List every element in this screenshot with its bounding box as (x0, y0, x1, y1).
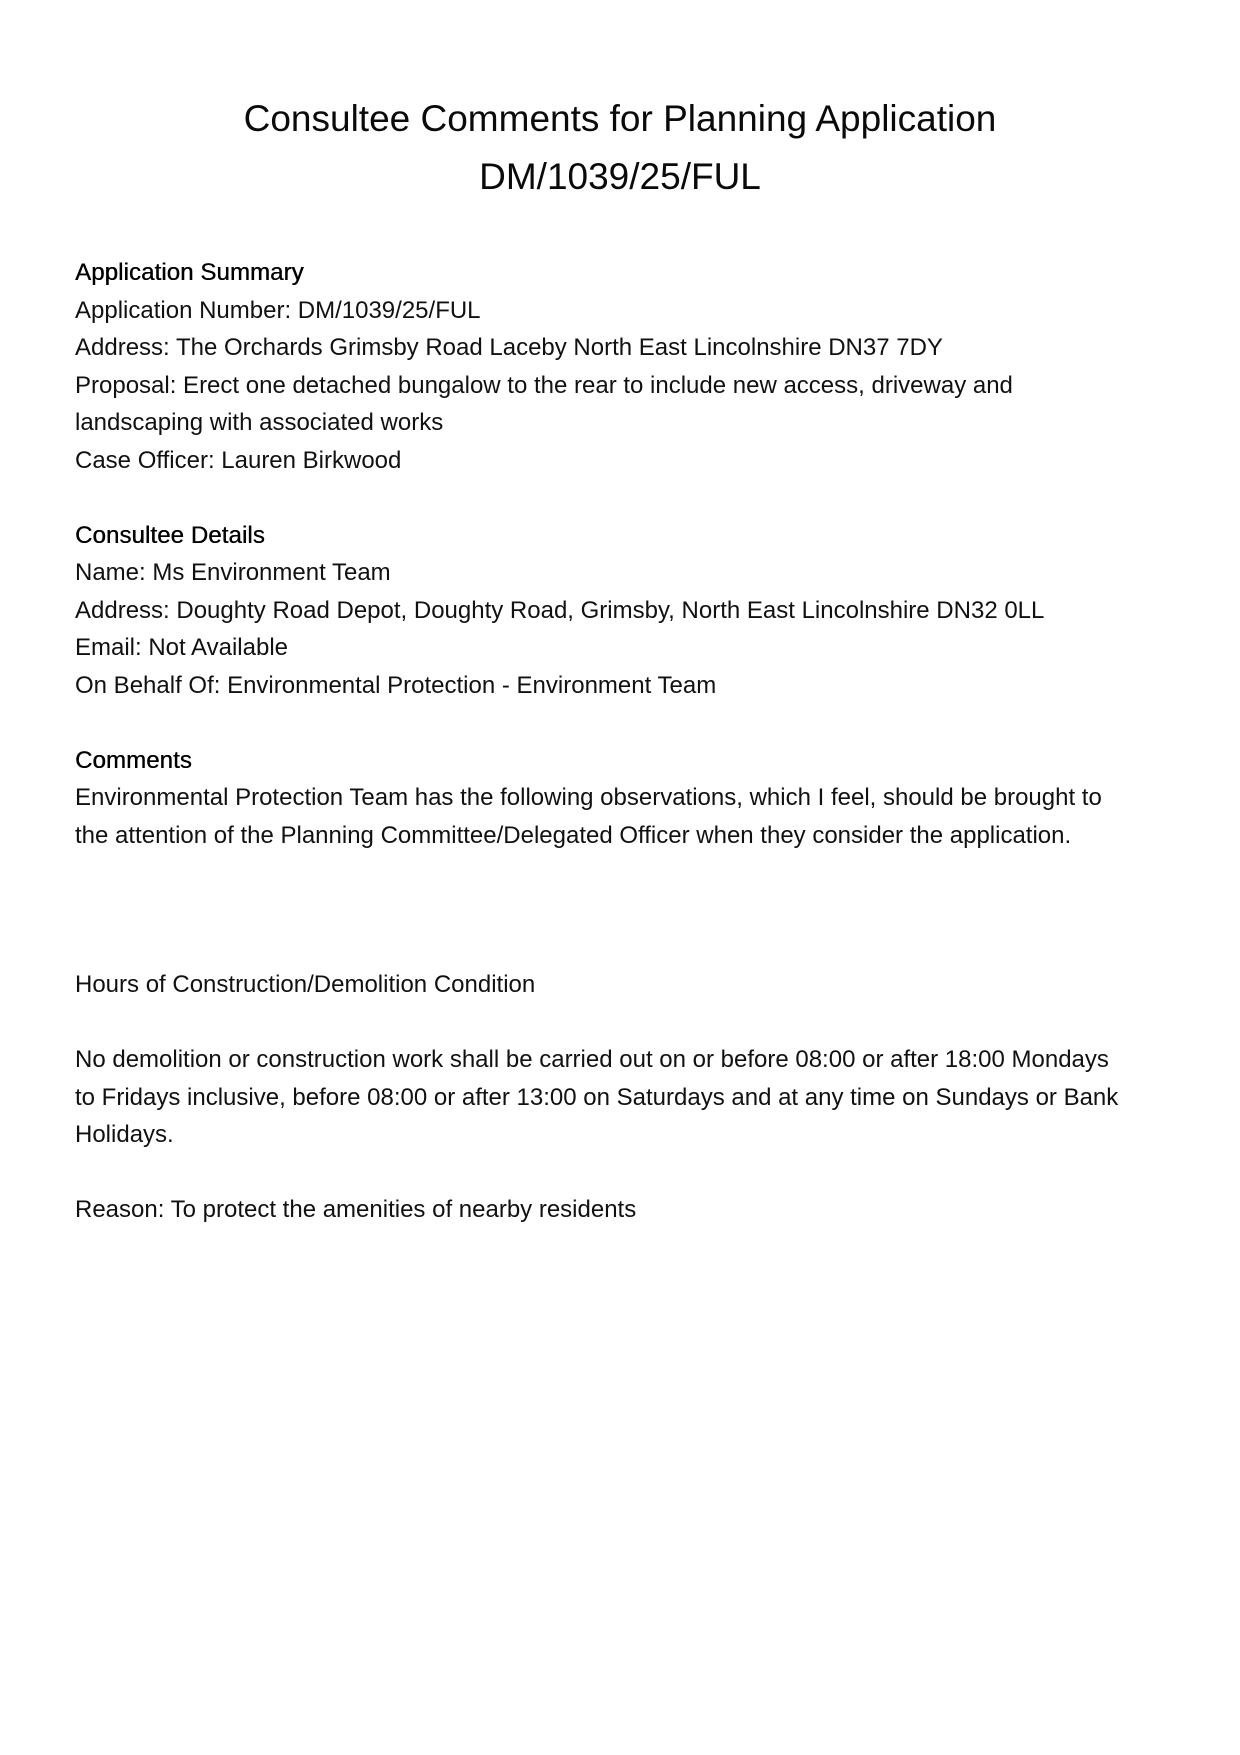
consultee-email: Email: Not Available (75, 634, 288, 661)
condition-line-2: to Fridays inclusive, before 08:00 or after 13:00 on Saturdays and at any time on Sundays or Bank (75, 1083, 1119, 1111)
application-number: Application Number: DM/1039/25/FUL (75, 296, 481, 324)
application-summary-section (75, 254, 1175, 479)
consultee-on-behalf-of: On Behalf Of: Environmental Protection - Environment Team (75, 671, 717, 699)
application-summary-heading: Application Summary (75, 259, 304, 286)
consultee-details-section (75, 517, 1175, 705)
section-spacer (75, 704, 1175, 742)
paragraph-spacer (75, 1154, 1175, 1192)
page-title-line-2: DM/1039/25/FUL (479, 156, 761, 197)
condition-line-1: No demolition or construction work shall be carried out on or before 08:00 or after 18:00 Mondays (75, 1046, 1109, 1073)
case-officer: Case Officer: Lauren Birkwood (75, 446, 402, 474)
page-title (0, 90, 1240, 206)
paragraph-spacer (75, 1004, 1175, 1042)
application-address: Address: The Orchards Grimsby Road Laceby North East Lincolnshire DN37 7DY (75, 334, 943, 361)
comments-intro-line-1: Environmental Protection Team has the following observations, which I feel, should be brought to (75, 784, 1102, 811)
consultee-address: Address: Doughty Road Depot, Doughty Road, Grimsby, North East Lincolnshire DN32 0LL (75, 596, 1045, 624)
condition-line-3: Holidays. (75, 1121, 174, 1148)
comments-intro-line-2: the attention of the Planning Committee/Delegated Officer when they consider the application. (75, 821, 1072, 849)
section-spacer (75, 479, 1175, 517)
proposal-line-2: landscaping with associated works (75, 409, 444, 436)
comments-spacer (75, 854, 1175, 966)
condition-reason: Reason: To protect the amenities of nearby residents (75, 1196, 637, 1223)
page-title-line-1: Consultee Comments for Planning Application (243, 98, 997, 139)
document-body (75, 254, 1175, 1229)
comments-section (75, 742, 1175, 1229)
proposal-line-1: Proposal: Erect one detached bungalow to the rear to include new access, driveway and (75, 371, 1013, 399)
condition-title: Hours of Construction/Demolition Condition (75, 971, 536, 998)
consultee-details-heading: Consultee Details (75, 521, 265, 549)
consultee-name: Name: Ms Environment Team (75, 559, 391, 586)
comments-heading: Comments (75, 746, 192, 774)
